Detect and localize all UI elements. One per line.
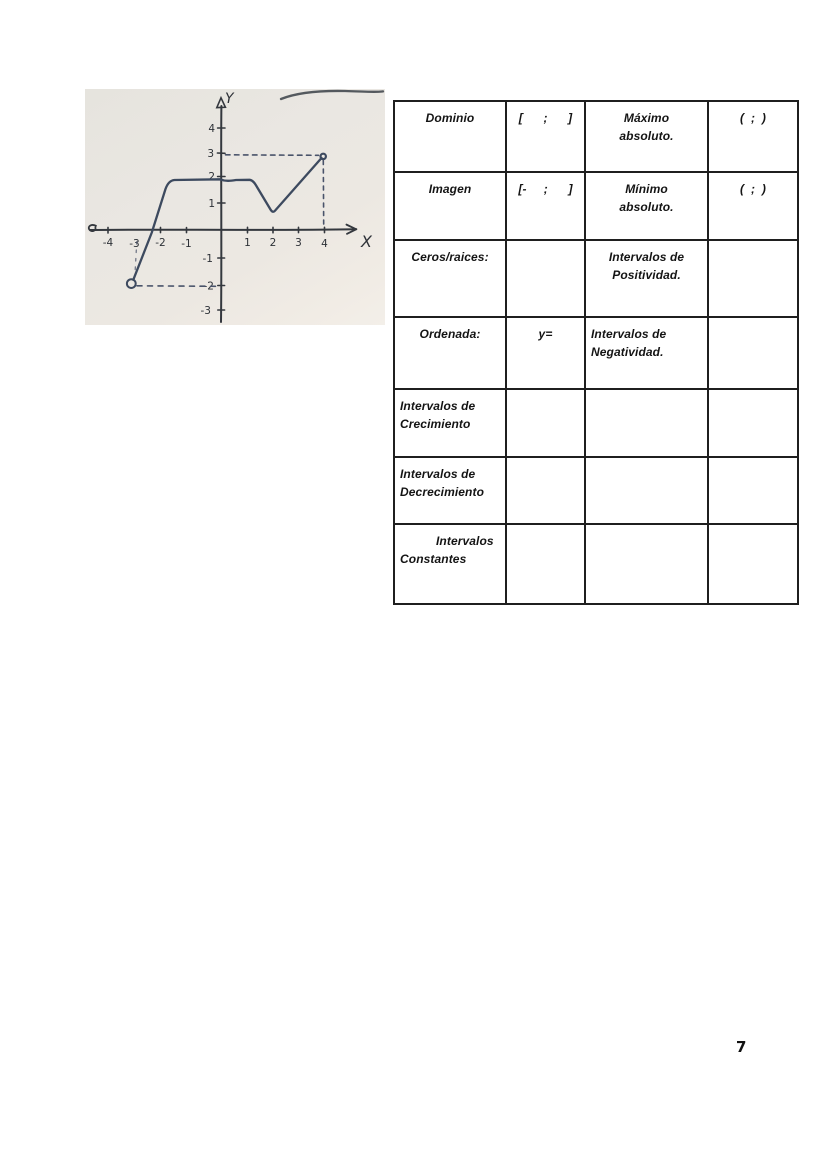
cell-maximo-entry — [708, 101, 798, 172]
cell-decrecimiento-extra — [708, 457, 798, 524]
cell-dominio-label — [394, 101, 506, 172]
cell-crecimiento-label — [394, 389, 506, 457]
y-tick-label: -2 — [203, 280, 214, 293]
cell-decrecimiento-label — [394, 457, 506, 524]
cell-decrecimiento-entry — [506, 457, 585, 524]
cell-maximo-label — [585, 101, 708, 172]
cell-minimo-label — [585, 172, 708, 240]
dashed-guides — [135, 155, 324, 286]
intervalos-crecimiento-label: Intervalos de Crecimiento — [400, 399, 476, 431]
y-tick-label: 4 — [208, 123, 215, 135]
y-tick-label: 2 — [208, 171, 215, 183]
maximo-absoluto-label: Máximo absoluto. — [619, 111, 674, 143]
imagen-label: Imagen — [428, 182, 472, 196]
cell-ceros-entry — [506, 240, 585, 317]
curve-path — [133, 158, 321, 280]
y-tick-label: -1 — [202, 253, 213, 265]
graph-photo — [85, 89, 385, 325]
ordenada-label: Ordenada: — [419, 327, 481, 341]
cell-constantes-answer — [585, 524, 708, 604]
ceros-raices-label: Ceros/raices: — [411, 250, 489, 264]
open-endpoint — [127, 279, 136, 288]
minimo-absoluto-label: Mínimo absoluto. — [619, 182, 674, 214]
cell-constantes-entry — [506, 524, 585, 604]
table-row — [394, 240, 798, 317]
table-row — [394, 457, 798, 524]
cell-minimo-entry — [708, 172, 798, 240]
intervalos-positividad-label: Intervalos de Positividad. — [608, 250, 685, 282]
intervalos-constantes-label: Intervalos Constantes — [400, 534, 494, 566]
guide-y3 — [226, 155, 319, 156]
x-tick-label: -2 — [155, 237, 166, 249]
cell-negatividad-entry — [708, 317, 798, 389]
x-tick-label: 4 — [321, 238, 328, 250]
table-row — [394, 389, 798, 457]
x-axis — [89, 225, 357, 234]
cell-ordenada-entry — [506, 317, 585, 389]
y-axis-label: Y — [225, 91, 234, 107]
page-number: 7 — [736, 1038, 747, 1056]
intervalos-decrecimiento-label: Intervalos de Decrecimiento — [400, 467, 484, 499]
cell-crecimiento-entry — [506, 389, 585, 457]
function-graph — [85, 89, 385, 325]
table-row — [394, 317, 798, 389]
table-row — [394, 101, 798, 172]
cell-ceros-label — [394, 240, 506, 317]
cell-dominio-entry — [506, 101, 585, 172]
y-tick-label: 1 — [208, 198, 215, 210]
y-tick-labels — [201, 123, 216, 317]
cell-positividad-entry — [708, 240, 798, 317]
cell-crecimiento-extra — [708, 389, 798, 457]
x-axis-label: X — [361, 232, 372, 251]
y-tick-label: 3 — [207, 148, 214, 160]
x-tick-label: -3 — [129, 238, 140, 250]
dominio-label: Dominio — [425, 111, 475, 125]
x-tick-label: 3 — [295, 237, 302, 249]
maximo-paren-entry: ( ; ) — [739, 111, 767, 125]
y-tick-label: -3 — [200, 305, 211, 317]
cell-negatividad-label — [585, 317, 708, 389]
table-row — [394, 524, 798, 604]
x-tick-label: -4 — [102, 237, 114, 249]
imagen-bracket-entry: [- ; ] — [518, 182, 573, 196]
closed-endpoint — [321, 154, 326, 159]
table-row — [394, 172, 798, 240]
intervalos-negatividad-label: Intervalos de Negatividad. — [591, 327, 667, 359]
y-axis — [217, 98, 226, 322]
cell-ordenada-label — [394, 317, 506, 389]
exercise-table — [393, 100, 799, 605]
x-tick-label: 1 — [244, 237, 251, 249]
x-tick-label: -1 — [181, 238, 192, 250]
ordenada-y-entry: y= — [538, 327, 553, 341]
minimo-paren-entry: ( ; ) — [739, 182, 767, 196]
x-tick-label: 2 — [269, 237, 277, 249]
cell-imagen-label — [394, 172, 506, 240]
stray-pen-stroke — [281, 91, 383, 99]
cell-constantes-label — [394, 524, 506, 604]
cell-positividad-label — [585, 240, 708, 317]
cell-crecimiento-answer — [585, 389, 708, 457]
function-curve — [127, 154, 326, 288]
guide-y-neg2 — [137, 286, 217, 287]
cell-imagen-entry — [506, 172, 585, 240]
dominio-bracket-entry: [ ; ] — [518, 111, 573, 125]
cell-constantes-extra — [708, 524, 798, 604]
cell-decrecimiento-answer — [585, 457, 708, 524]
